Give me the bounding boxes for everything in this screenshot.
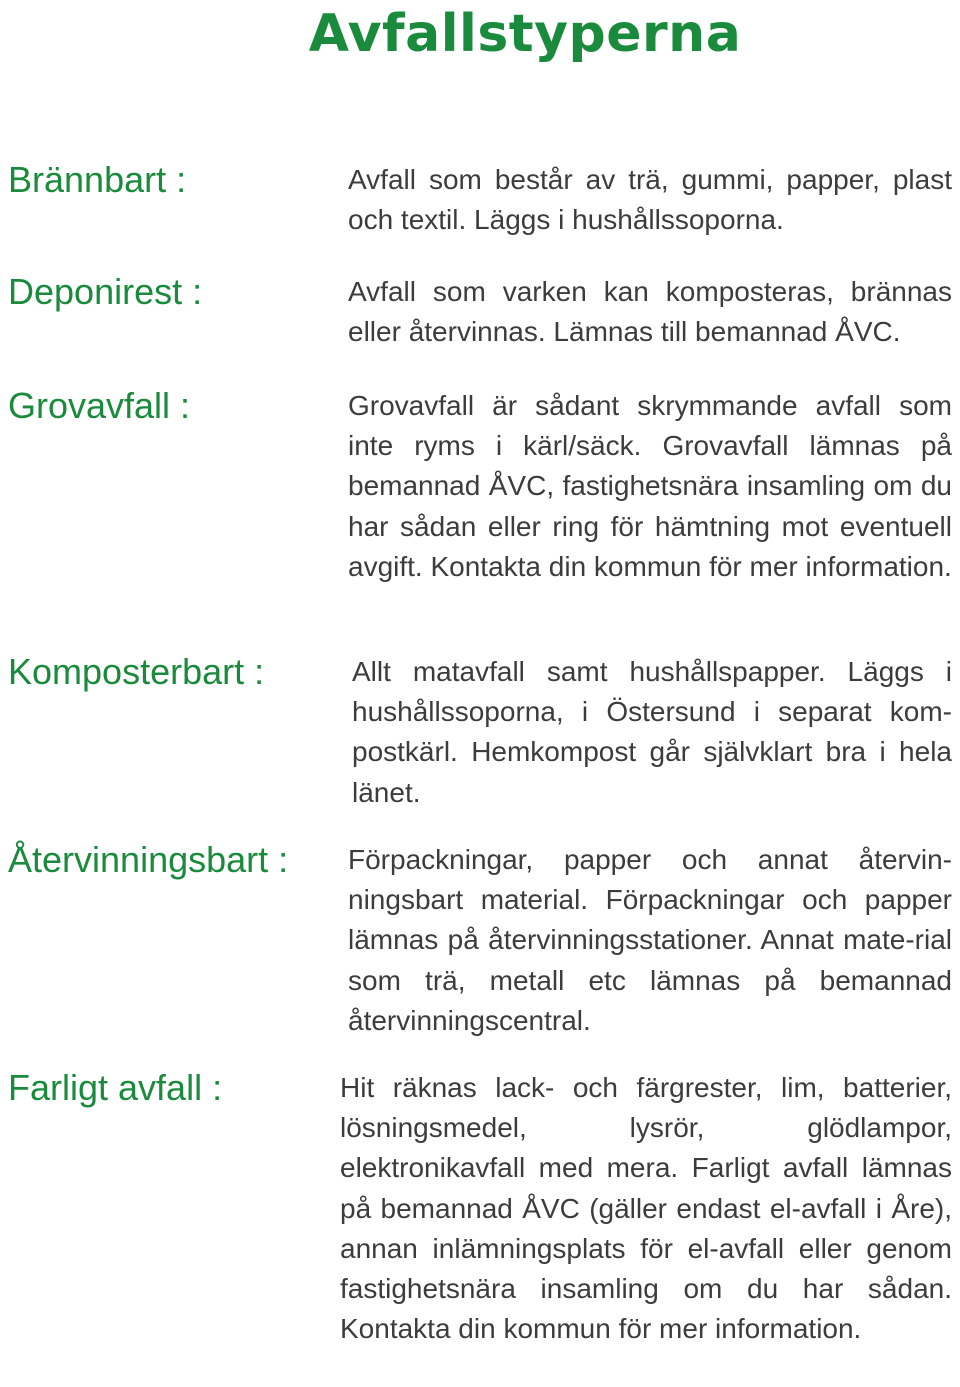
category-term: Brännbart :	[8, 159, 187, 200]
category-description: Hit räknas lack- och färgrester, lim, batterier, lösningsmedel, lysrör, glödlampor, elektronikavfall med mera. Farligt avfall lämnas på bemannad ÅVC (gäller endast el-avfall i Åre), annan inlämningsplats för el-avfall eller genom fastighetsnära insamling om du har sådan. Kontakta din kommun för mer information.	[340, 1072, 952, 1345]
category-description: Avfall som består av trä, gummi, papper, plast och textil. Läggs i hushållssoporna.	[348, 164, 952, 236]
category-description: Avfall som varken kan komposteras, brännas eller återvinnas. Lämnas till bemannad ÅVC.	[348, 276, 952, 348]
category-term: Deponirest :	[8, 271, 203, 312]
category-description: Allt matavfall samt hushållspapper. Läggs i hushållssoporna, i Östersund i separat kom-postkärl. Hemkompost går självklart bra i hela länet.	[352, 656, 952, 808]
category-term: Grovavfall :	[8, 385, 191, 426]
page-title: Avfallstyperna	[308, 4, 742, 64]
category-term: Komposterbart :	[8, 651, 265, 692]
category-term: Återvinningsbart :	[8, 839, 289, 880]
category-description: Förpackningar, papper och annat återvin-ningsbart material. Förpackningar och papper lämnas på återvinningsstationer. Annat mate-rial som trä, metall etc lämnas på bemannad återvinningscentral.	[348, 844, 952, 1036]
category-description: Grovavfall är sådant skrymmande avfall som inte ryms i kärl/säck. Grovavfall lämnas på bemannad ÅVC, fastighetsnära insamling om du har sådan eller ring för hämtning mot eventuell avgift. Kontakta din kommun för mer information.	[348, 390, 952, 582]
category-term: Farligt avfall :	[8, 1067, 223, 1108]
